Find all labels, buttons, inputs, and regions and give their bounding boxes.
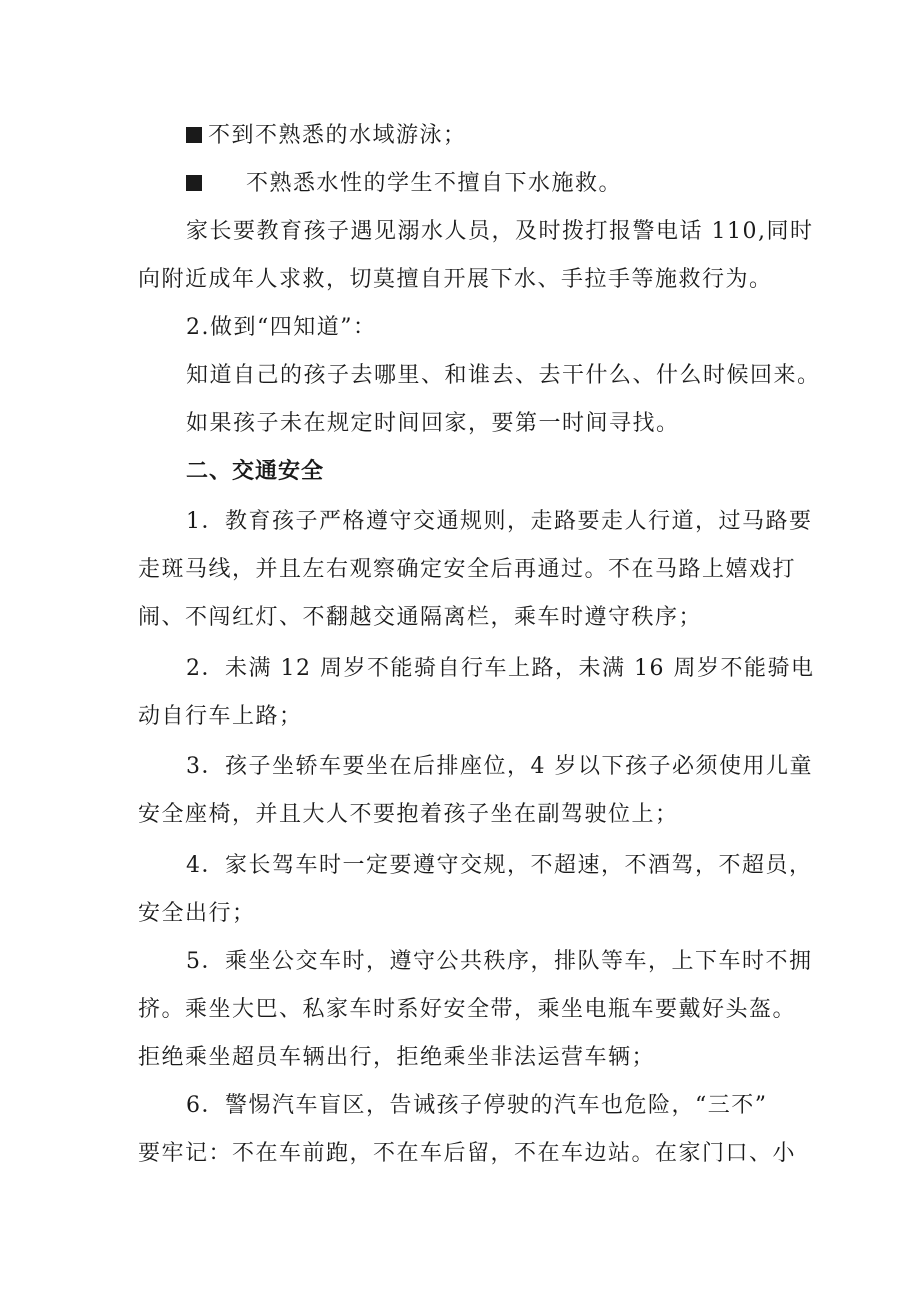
- paragraph-line: 闹、不闯红灯、不翻越交通隔离栏，乘车时遵守秩序；: [138, 605, 703, 630]
- square-bullet-icon: [186, 127, 202, 143]
- subsection-title: 2.做到“四知道”：: [186, 315, 377, 340]
- bullet-text: 不到不熟悉的水域游泳；: [208, 123, 467, 148]
- paragraph-line: 知道自己的孩子去哪里、和谁去、去干什么、什么时候回来。: [186, 363, 821, 388]
- paragraph-line: 拒绝乘坐超员车辆出行，拒绝乘坐非法运营车辆；: [138, 1045, 656, 1070]
- paragraph-line: 家长要教育孩子遇见溺水人员，及时拨打报警电话 110,同时: [186, 219, 814, 244]
- bullet-item: [186, 121, 846, 151]
- paragraph-line: 安全出行；: [138, 901, 256, 926]
- paragraph-line: 5．乘坐公交车时，遵守公共秩序，排队等车，上下车时不拥: [186, 949, 813, 974]
- paragraph-line: 1．教育孩子严格遵守交通规则，走路要走人行道，过马路要: [186, 509, 813, 534]
- paragraph-line: 3．孩子坐轿车要坐在后排座位，4 岁以下孩子必须使用儿童: [186, 754, 813, 779]
- section-heading: 二、交通安全: [186, 459, 325, 484]
- bullet-item: [186, 169, 846, 199]
- paragraph-line: 要牢记：不在车前跑，不在车后留，不在车边站。在家门口、小: [138, 1141, 797, 1166]
- square-bullet-icon: [186, 175, 202, 191]
- paragraph-line: 如果孩子未在规定时间回家，要第一时间寻找。: [186, 411, 680, 436]
- paragraph-line: 走斑马线，并且左右观察确定安全后再通过。不在马路上嬉戏打: [138, 557, 797, 582]
- bullet-text: 不熟悉水性的学生不擅自下水施救。: [246, 171, 623, 196]
- paragraph-line: 挤。乘坐大巴、私家车时系好安全带，乘坐电瓶车要戴好头盔。: [138, 997, 797, 1022]
- paragraph-line: 动自行车上路；: [138, 704, 303, 729]
- paragraph-line: 2．未满 12 周岁不能骑自行车上路，未满 16 周岁不能骑电: [186, 656, 815, 681]
- paragraph-line: 6．警惕汽车盲区，告诫孩子停驶的汽车也危险，“三不”: [186, 1093, 768, 1118]
- paragraph-line: 向附近成年人求救，切莫擅自开展下水、手拉手等施救行为。: [138, 267, 773, 292]
- paragraph-line: 4．家长驾车时一定要遵守交规，不超速，不酒驾，不超员，: [186, 853, 813, 878]
- paragraph-line: 安全座椅，并且大人不要抱着孩子坐在副驾驶位上；: [138, 802, 679, 827]
